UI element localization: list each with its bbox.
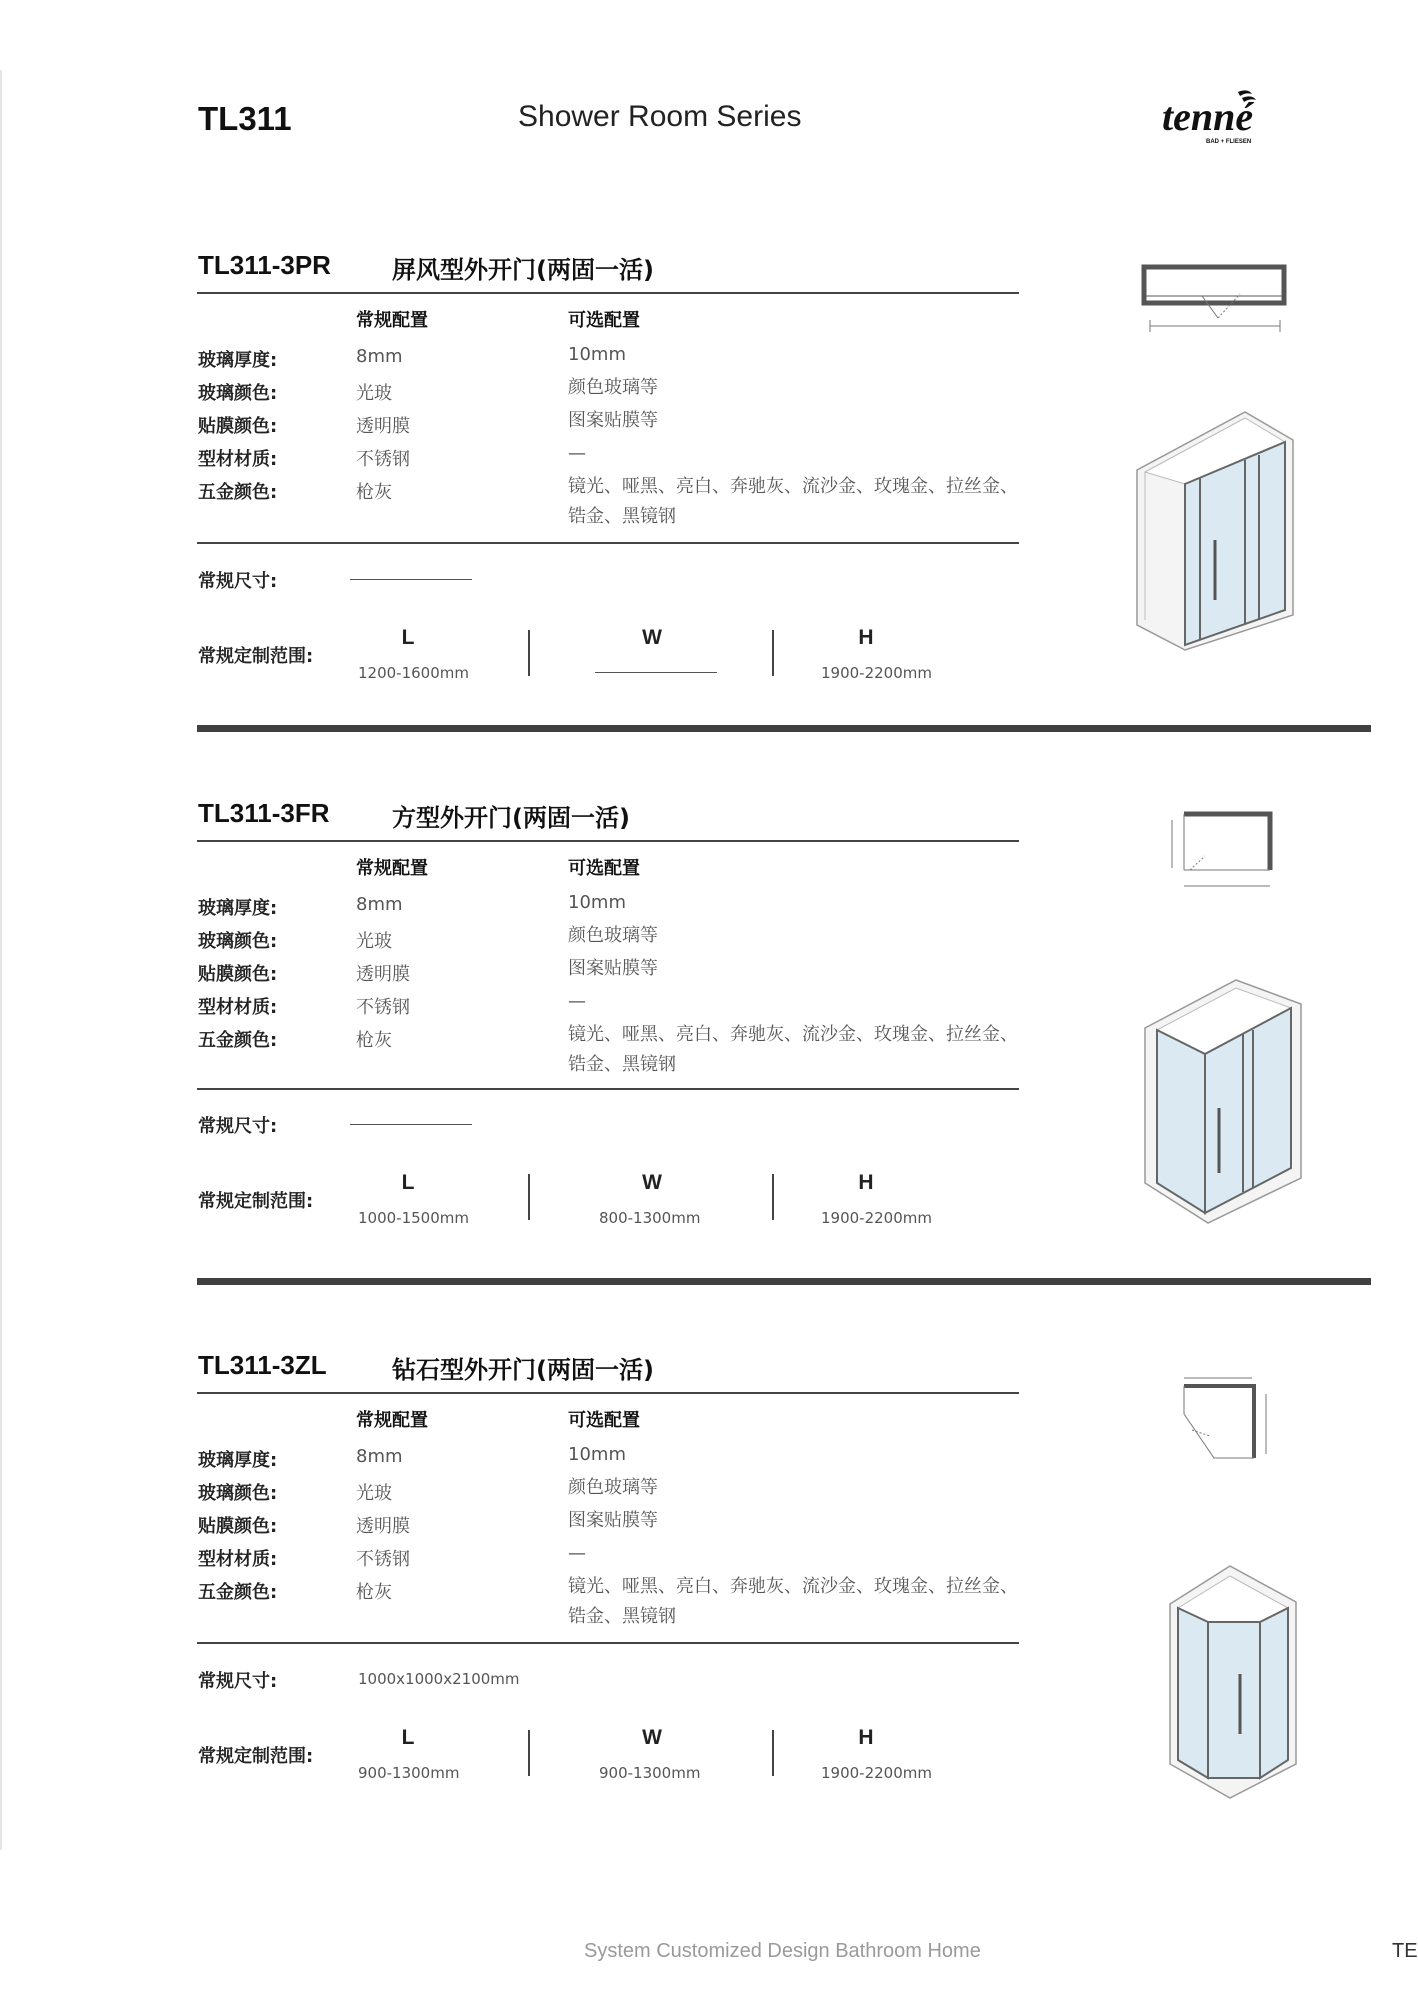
dim-w-range: 900-1300mm [599, 1764, 701, 1782]
spec-label: 贴膜颜色: [198, 1516, 278, 1537]
spec-standard: 8mm [356, 894, 403, 915]
dim-separator [772, 1730, 774, 1776]
brand-subline: BAD + FLIESEN [1206, 139, 1252, 145]
optional-config-heading: 可选配置 [568, 858, 640, 879]
product-3d-diagram [1135, 410, 1295, 655]
dim-w-letter: W [642, 626, 662, 649]
plan-view-diagram [1160, 810, 1275, 894]
dim-h-letter: H [858, 1171, 874, 1194]
section-id: TL311-3PR [198, 250, 331, 280]
spec-label: 玻璃颜色: [198, 383, 278, 404]
dim-l-letter: L [401, 1171, 415, 1194]
spec-standard: 透明膜 [356, 1516, 410, 1537]
spec-standard: 枪灰 [356, 1030, 392, 1051]
spec-optional: 图案贴膜等 [568, 410, 658, 431]
footer-tagline: System Customized Design Bathroom Home [584, 1940, 981, 1962]
standard-config-heading: 常规配置 [356, 858, 428, 879]
dim-separator [528, 1730, 530, 1776]
dim-h-range: 1900-2200mm [821, 1209, 932, 1227]
standard-size-label: 常规尺寸: [198, 571, 278, 592]
spec-optional: 颜色玻璃等 [568, 377, 658, 398]
spec-label: 玻璃颜色: [198, 1483, 278, 1504]
standard-size-label: 常规尺寸: [198, 1671, 278, 1692]
spec-label: 型材材质: [198, 997, 278, 1018]
dim-l-range: 1200-1600mm [358, 664, 469, 682]
spec-optional: 10mm [568, 892, 626, 913]
product-section-3zl [0, 1350, 1414, 1800]
dim-w-letter: W [642, 1171, 662, 1194]
series-title: Shower Room Series [518, 100, 802, 133]
spec-standard: 透明膜 [356, 964, 410, 985]
spec-optional: 10mm [568, 1444, 626, 1465]
spec-label: 玻璃厚度: [198, 898, 278, 919]
spec-label: 贴膜颜色: [198, 964, 278, 985]
dim-h-range: 1900-2200mm [821, 1764, 932, 1782]
dim-w-blank [595, 672, 717, 673]
standard-size-value: 1000x1000x2100mm [358, 1670, 520, 1688]
dim-h-letter: H [858, 1726, 874, 1749]
spec-label: 玻璃颜色: [198, 931, 278, 952]
spec-optional: 颜色玻璃等 [568, 925, 658, 946]
spec-optional: 颜色玻璃等 [568, 1477, 658, 1498]
section-name: 钻石型外开门(两固一活) [392, 1356, 654, 1384]
footer-corner-text: TE [1392, 1940, 1418, 1962]
spec-standard: 枪灰 [356, 1582, 392, 1603]
spec-label: 五金颜色: [198, 482, 278, 503]
spec-label: 玻璃厚度: [198, 350, 278, 371]
spec-optional: 镜光、哑黑、亮白、奔驰灰、流沙金、玫瑰金、拉丝金、锆金、黑镜钢 [568, 1576, 1018, 1627]
spec-label: 型材材质: [198, 449, 278, 470]
standard-config-heading: 常规配置 [356, 1410, 428, 1431]
spec-standard: 透明膜 [356, 416, 410, 437]
section-id: TL311-3FR [198, 798, 330, 828]
section-rule [197, 1088, 1019, 1090]
dim-l-letter: L [401, 626, 415, 649]
dim-separator [528, 1174, 530, 1220]
spec-standard: 光玻 [356, 383, 392, 404]
spec-label: 五金颜色: [198, 1582, 278, 1603]
dim-h-range: 1900-2200mm [821, 664, 932, 682]
spec-standard: 8mm [356, 346, 403, 367]
custom-range-label: 常规定制范围: [198, 646, 314, 667]
product-section-3fr [0, 798, 1414, 1278]
model-code: TL311 [198, 100, 292, 137]
spec-optional: 10mm [568, 344, 626, 365]
spec-standard: 不锈钢 [356, 1549, 410, 1570]
spec-optional: — [568, 991, 586, 1012]
standard-size-blank [350, 579, 472, 580]
spec-optional: — [568, 1543, 586, 1564]
custom-range-label: 常规定制范围: [198, 1191, 314, 1212]
dim-l-range: 1000-1500mm [358, 1209, 469, 1227]
standard-config-heading: 常规配置 [356, 310, 428, 331]
section-name: 屏风型外开门(两固一活) [392, 256, 654, 284]
spec-optional: 图案贴膜等 [568, 958, 658, 979]
brand-logo [1160, 88, 1275, 148]
dim-l-range: 900-1300mm [358, 1764, 460, 1782]
spec-standard: 枪灰 [356, 482, 392, 503]
dim-h-letter: H [858, 626, 874, 649]
custom-range-label: 常规定制范围: [198, 1746, 314, 1767]
section-rule [197, 542, 1019, 544]
page-header [0, 0, 1414, 160]
dim-separator [528, 630, 530, 676]
spec-optional: 镜光、哑黑、亮白、奔驰灰、流沙金、玫瑰金、拉丝金、锆金、黑镜钢 [568, 476, 1018, 527]
product-3d-diagram [1143, 978, 1303, 1228]
spec-row-film-color [0, 1512, 1414, 1542]
plan-view-diagram [1170, 1370, 1280, 1470]
section-id: TL311-3ZL [198, 1350, 327, 1380]
spec-optional: 图案贴膜等 [568, 1510, 658, 1531]
spec-standard: 8mm [356, 1446, 403, 1467]
dim-w-letter: W [642, 1726, 662, 1749]
spec-label: 五金颜色: [198, 1030, 278, 1051]
dim-l-letter: L [401, 1726, 415, 1749]
spec-row-glass-thickness [0, 894, 1414, 924]
spec-row-glass-color [0, 1479, 1414, 1509]
optional-config-heading: 可选配置 [568, 1410, 640, 1431]
spec-standard: 不锈钢 [356, 449, 410, 470]
section-divider [197, 1278, 1371, 1285]
spec-optional: — [568, 443, 586, 464]
plan-view-diagram [1140, 264, 1290, 339]
spec-label: 贴膜颜色: [198, 416, 278, 437]
spec-label: 玻璃厚度: [198, 1450, 278, 1471]
spec-optional: 镜光、哑黑、亮白、奔驰灰、流沙金、玫瑰金、拉丝金、锆金、黑镜钢 [568, 1024, 1018, 1075]
standard-size-blank [350, 1124, 472, 1125]
spec-row-glass-color [0, 927, 1414, 957]
spec-row-glass-color [0, 379, 1414, 409]
spec-row-glass-thickness [0, 346, 1414, 376]
dim-separator [772, 1174, 774, 1220]
product-3d-diagram [1168, 1564, 1298, 1800]
section-rule [197, 292, 1019, 294]
spec-standard: 光玻 [356, 931, 392, 952]
section-rule [197, 840, 1019, 842]
spec-label: 型材材质: [198, 1549, 278, 1570]
dim-w-range: 800-1300mm [599, 1209, 701, 1227]
section-divider [197, 725, 1371, 732]
product-section-3pr [0, 250, 1414, 730]
brand-wordmark: tenné [1162, 94, 1254, 139]
spec-standard: 光玻 [356, 1483, 392, 1504]
optional-config-heading: 可选配置 [568, 310, 640, 331]
standard-size-label: 常规尺寸: [198, 1116, 278, 1137]
section-rule [197, 1642, 1019, 1644]
spec-standard: 不锈钢 [356, 997, 410, 1018]
section-rule [197, 1392, 1019, 1394]
section-name: 方型外开门(两固一活) [392, 804, 630, 832]
dim-separator [772, 630, 774, 676]
